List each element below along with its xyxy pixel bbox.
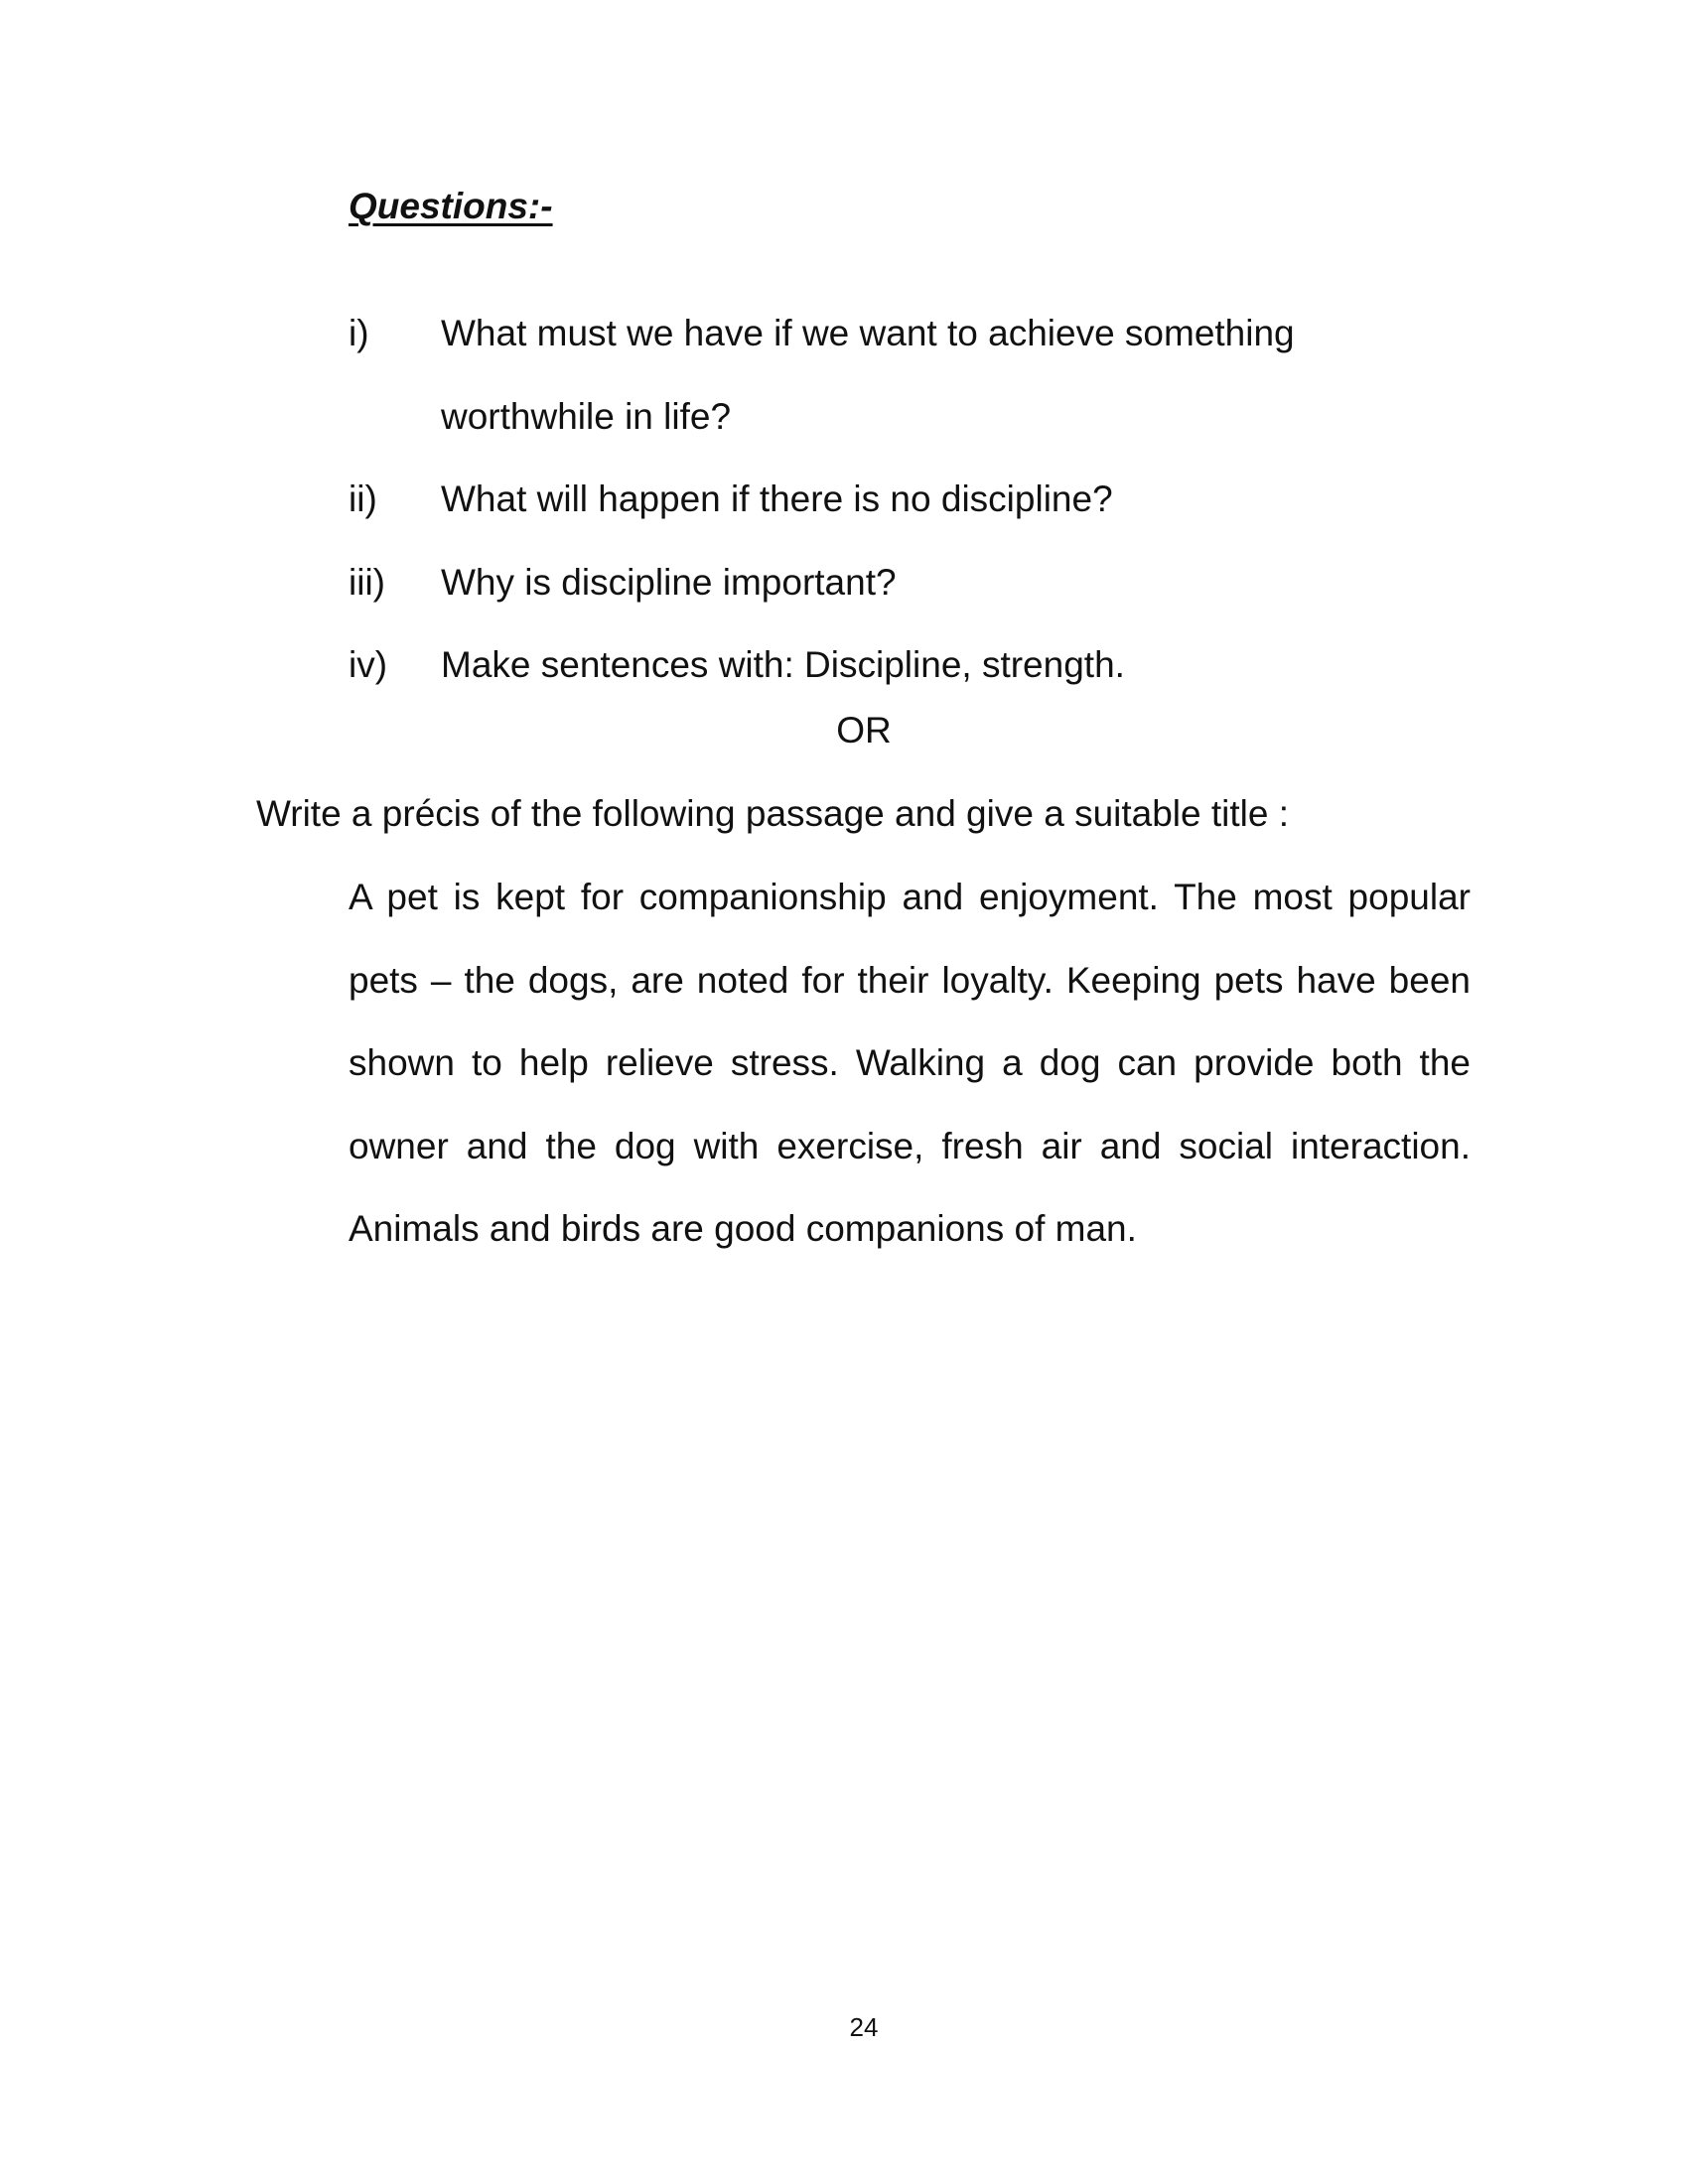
question-number: iii) xyxy=(349,561,385,603)
question-text: Why is discipline important? xyxy=(441,561,897,603)
question-item xyxy=(349,623,1471,707)
page-number: 24 xyxy=(849,2012,879,2042)
question-number: iv) xyxy=(349,644,388,685)
question-text: What will happen if there is no discipline? xyxy=(441,478,1113,519)
question-list xyxy=(349,292,1471,707)
questions-heading: Questions:- xyxy=(349,186,553,226)
question-item xyxy=(349,292,1471,458)
precis-instruction: Write a précis of the following passage and give a suitable title : xyxy=(256,793,1290,834)
question-item xyxy=(349,541,1471,624)
passage-text: A pet is kept for companionship and enjoyment. The most popular pets – the dogs, are noted for their loyalty. Keeping pets have been shown to help relieve stress. Walking a dog can provide both the owner and the dog with exercise, fresh air and social interaction. Animals and birds are good companions of man. xyxy=(349,877,1471,1249)
question-number: ii) xyxy=(349,478,377,519)
or-divider: OR xyxy=(836,710,892,751)
question-text: Make sentences with: Discipline, strength. xyxy=(441,644,1125,685)
question-text: What must we have if we want to achieve something worthwhile in life? xyxy=(441,313,1295,437)
question-number: i) xyxy=(349,313,369,353)
question-item xyxy=(349,458,1471,541)
